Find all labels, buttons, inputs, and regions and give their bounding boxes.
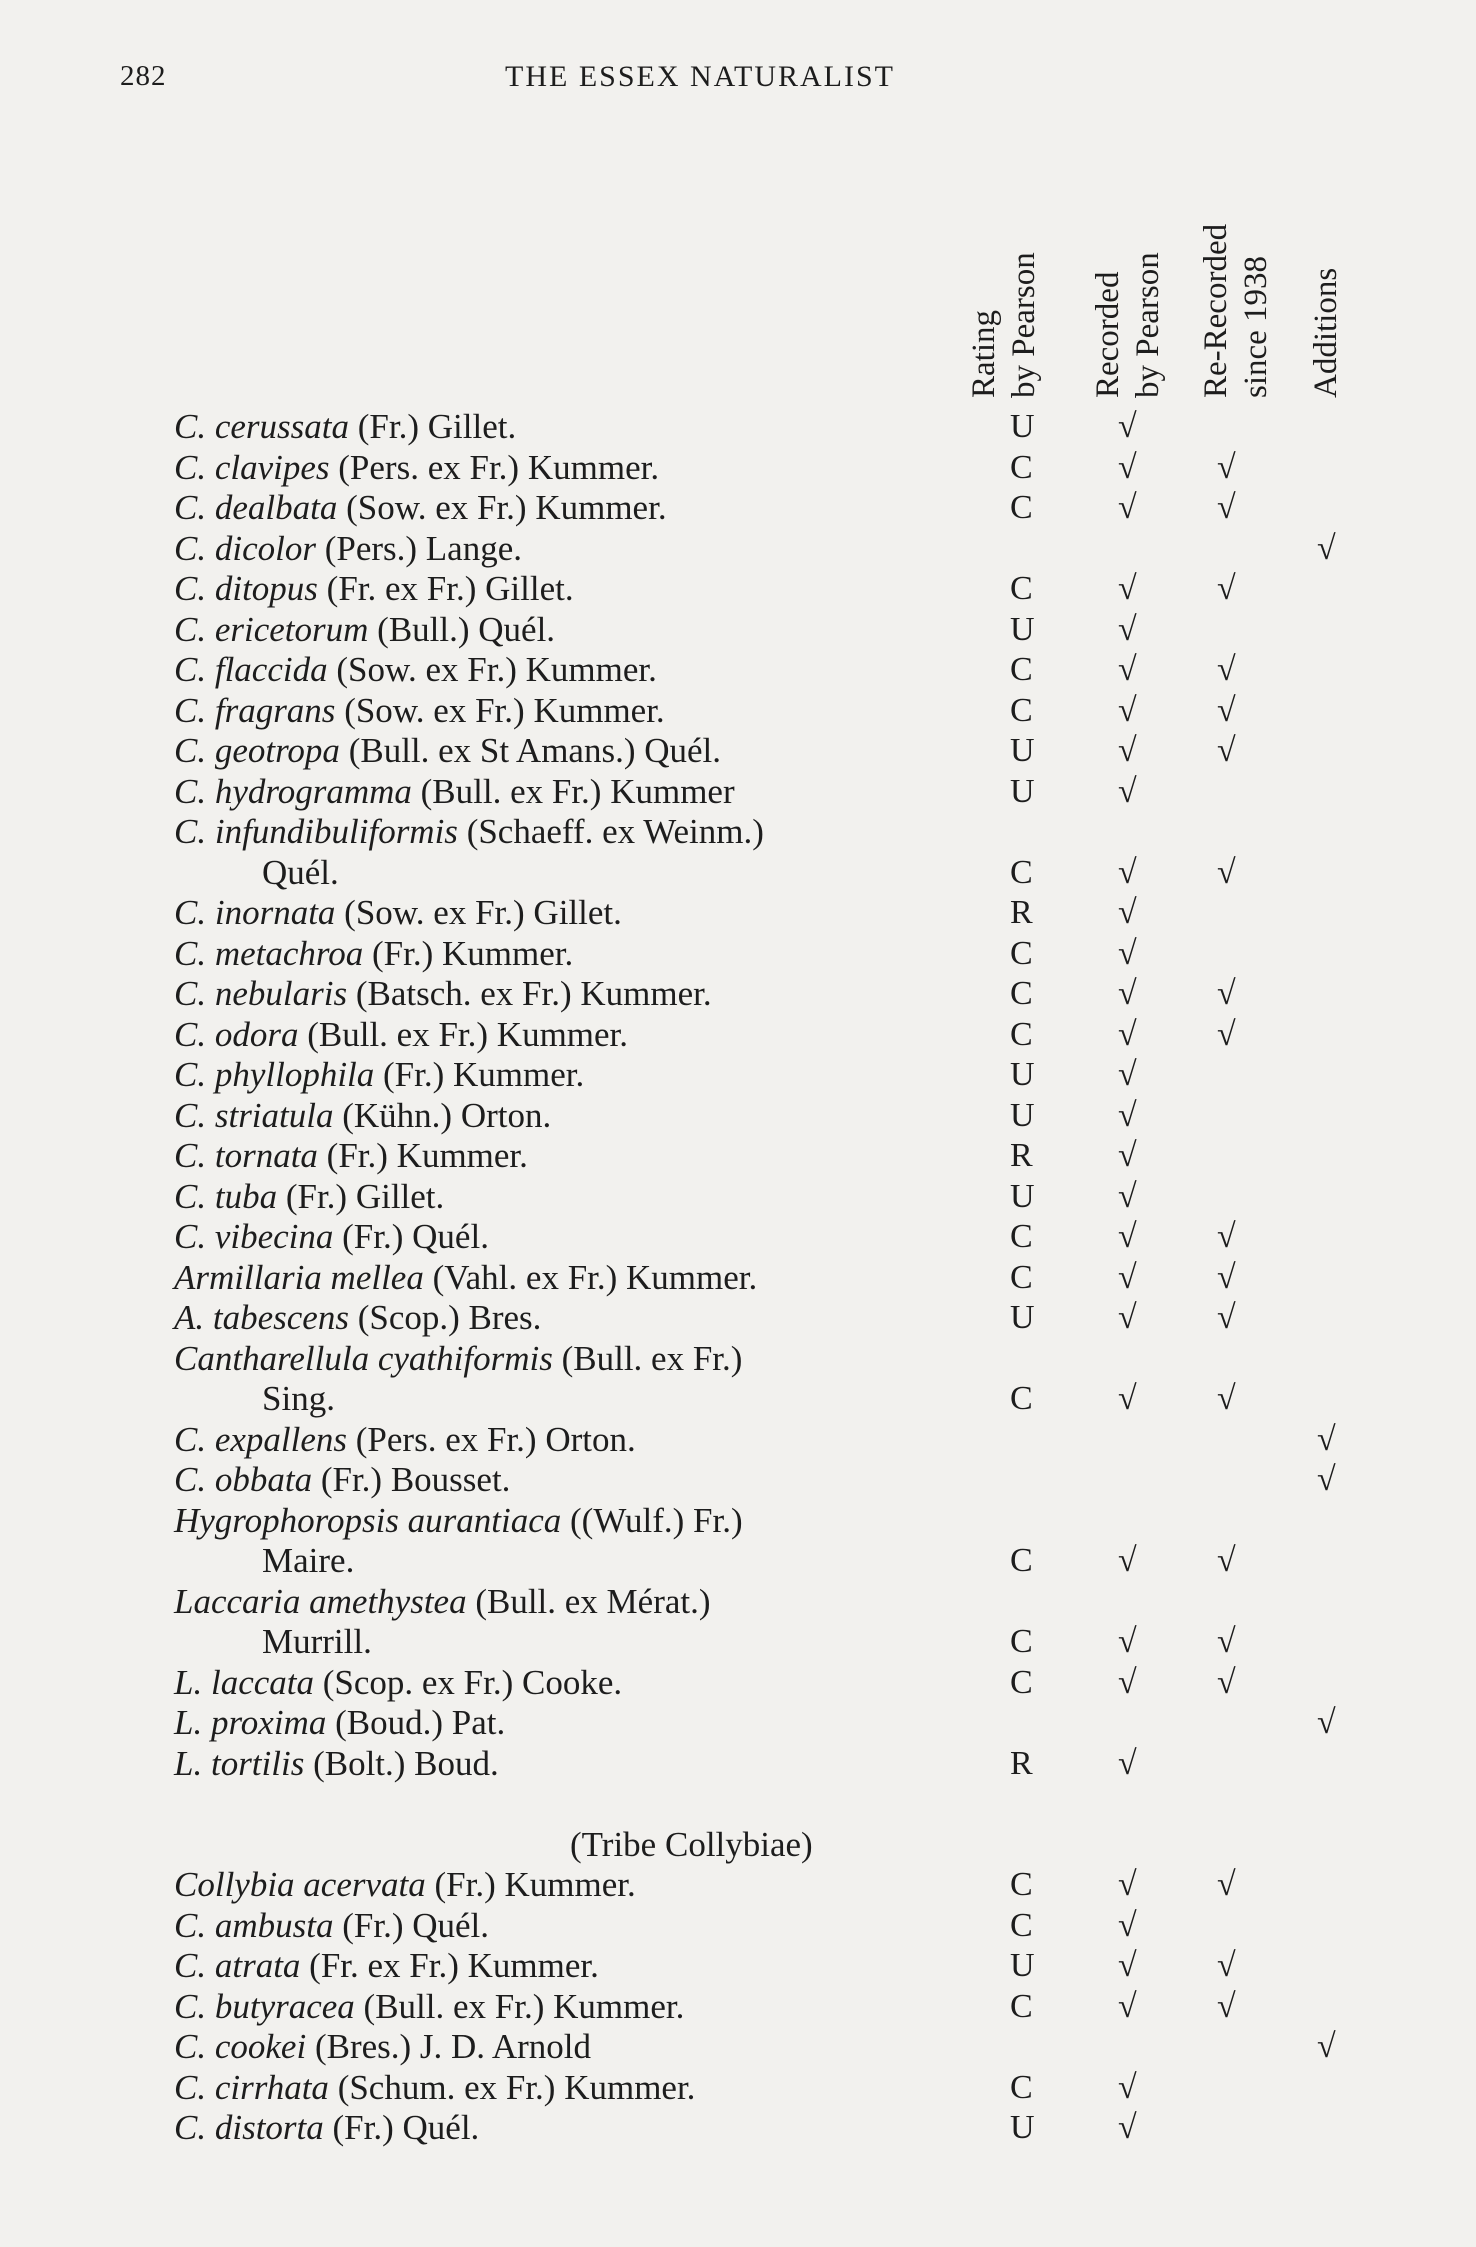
species-name — [174, 934, 573, 974]
rating-value: C — [1010, 651, 1033, 688]
rating-value: C — [1010, 853, 1033, 891]
species-name — [174, 893, 622, 933]
species-name — [174, 1703, 505, 1743]
rerecorded-check-mark: √ — [1217, 1542, 1236, 1579]
recorded-check-mark: √ — [1118, 1299, 1137, 1336]
recorded-check-mark: √ — [1118, 1015, 1137, 1053]
authority: (Scop. ex Fr.) Cooke. — [313, 1662, 623, 1702]
authority: (Fr. ex Fr.) Gillet. — [317, 569, 574, 608]
rerecorded-check-mark: √ — [1217, 570, 1236, 607]
rating-value: U — [1010, 2109, 1035, 2146]
binomial: C. odora — [174, 1014, 299, 1054]
addition-check-mark: √ — [1317, 1420, 1336, 1458]
rating-value: C — [1010, 1380, 1033, 1417]
recorded-check-mark: √ — [1118, 894, 1137, 931]
recorded-check-mark: √ — [1118, 1744, 1137, 1782]
addition-check-mark: √ — [1317, 1704, 1336, 1741]
binomial: C. distorta — [174, 2108, 324, 2147]
authority: (Fr.) Bousset. — [312, 1460, 511, 1499]
binomial: C. atrata — [174, 1946, 301, 1985]
binomial: A. tabescens — [174, 1298, 349, 1337]
table-row — [0, 1865, 1476, 1906]
table-row — [0, 1946, 1476, 1987]
recorded-check-mark: √ — [1118, 1177, 1137, 1215]
rating-value: C — [1010, 1218, 1033, 1255]
recorded-check-mark: √ — [1118, 1947, 1137, 1984]
rating-value: R — [1010, 1744, 1033, 1782]
table-row — [0, 1136, 1476, 1177]
table-row — [0, 1339, 1476, 1380]
binomial: C. dealbata — [174, 488, 338, 527]
recorded-check-mark: √ — [1118, 1096, 1137, 1134]
column-heading-rating: Rating by Pearson — [966, 252, 1042, 398]
rating-value: U — [1010, 772, 1035, 810]
recorded-check-mark: √ — [1118, 570, 1137, 607]
species-name — [174, 407, 516, 447]
authority: Maire. — [262, 1541, 355, 1580]
recorded-check-mark: √ — [1118, 1137, 1137, 1174]
authority: ((Wulf.) Fr.) — [561, 1500, 743, 1540]
species-name — [174, 772, 735, 812]
column-heading-rerecorded: Re-Recorded since 1938 — [1198, 223, 1274, 398]
binomial: L. laccata — [174, 1662, 314, 1702]
authority: (Batsch. ex Fr.) Kummer. — [347, 974, 712, 1013]
authority: (Sow. ex Fr.) Kummer. — [337, 488, 667, 527]
binomial: C. infundibuliformis — [174, 812, 458, 851]
binomial: C. tornata — [174, 1136, 318, 1175]
binomial: Armillaria mellea — [174, 1257, 424, 1297]
table-row — [0, 731, 1476, 772]
species-name — [174, 1177, 444, 1217]
table-row — [0, 1379, 1476, 1420]
authority: (Fr.) Kummer. — [374, 1055, 585, 1094]
authority: (Pers. ex Fr.) Kummer. — [329, 447, 660, 487]
binomial: Cantharellula cyathiformis — [174, 1338, 553, 1378]
binomial: C. cirrhata — [174, 2067, 329, 2107]
table-row — [0, 569, 1476, 610]
table-row — [0, 974, 1476, 1015]
authority: (Fr.) Gillet. — [277, 1176, 445, 1216]
tribe-heading: (Tribe Collybiae) — [570, 1824, 813, 1864]
table-row — [0, 1015, 1476, 1056]
species-name — [174, 1258, 757, 1298]
table-row — [0, 1622, 1476, 1663]
species-name — [174, 529, 522, 569]
authority: (Bolt.) Boud. — [304, 1743, 499, 1783]
authority: (Sow. ex Fr.) Gillet. — [335, 893, 622, 932]
species-name — [174, 1055, 584, 1095]
species-name — [174, 1339, 742, 1379]
authority: (Bull. ex Fr.) Kummer — [411, 771, 735, 811]
authority: (Fr.) Quél. — [333, 1217, 489, 1256]
table-row — [0, 1906, 1476, 1947]
binomial: C. vibecina — [174, 1217, 334, 1256]
rerecorded-check-mark: √ — [1217, 1987, 1236, 2025]
recorded-check-mark: √ — [1118, 1380, 1137, 1417]
column-headings — [0, 0, 1476, 420]
rating-value: C — [1010, 1542, 1033, 1579]
table-row — [0, 772, 1476, 813]
table-row — [0, 1460, 1476, 1501]
table-row — [0, 1663, 1476, 1704]
rerecorded-check-mark: √ — [1217, 691, 1236, 729]
recorded-check-mark: √ — [1118, 1663, 1137, 1701]
table-row — [0, 893, 1476, 934]
table-row — [0, 1541, 1476, 1582]
table-row — [0, 1703, 1476, 1744]
species-name — [174, 650, 657, 690]
rating-value: C — [1010, 2068, 1033, 2106]
recorded-check-mark: √ — [1118, 2109, 1137, 2146]
binomial: L. proxima — [174, 1703, 327, 1742]
species-list — [0, 407, 1476, 2149]
authority: (Bull. ex Fr.) Kummer. — [354, 1986, 685, 2026]
table-row — [0, 488, 1476, 529]
binomial: C. geotropa — [174, 731, 340, 770]
column-heading-recorded: Recorded by Pearson — [1090, 252, 1166, 398]
binomial: C. inornata — [174, 893, 336, 932]
species-name — [174, 569, 574, 609]
table-row — [0, 812, 1476, 853]
table-row — [0, 650, 1476, 691]
binomial: C. clavipes — [174, 447, 330, 487]
addition-check-mark: √ — [1317, 2028, 1336, 2065]
authority: (Fr.) Gillet. — [349, 407, 517, 446]
table-row — [0, 529, 1476, 570]
authority: (Bres.) J. D. Arnold — [306, 2027, 592, 2066]
recorded-check-mark: √ — [1118, 448, 1137, 486]
binomial: C. cerussata — [174, 407, 349, 446]
table-row — [0, 610, 1476, 651]
table-row — [0, 448, 1476, 489]
rating-value: C — [1010, 934, 1033, 972]
species-name — [262, 853, 339, 893]
recorded-check-mark: √ — [1118, 651, 1137, 688]
rerecorded-check-mark: √ — [1217, 1380, 1236, 1417]
species-name — [174, 1217, 489, 1257]
rating-value: U — [1010, 1056, 1035, 1093]
recorded-check-mark: √ — [1118, 691, 1137, 729]
table-row — [0, 691, 1476, 732]
rerecorded-check-mark: √ — [1217, 1015, 1236, 1053]
authority: (Schum. ex Fr.) Kummer. — [328, 2067, 696, 2107]
authority: (Scop.) Bres. — [348, 1298, 542, 1337]
table-row — [0, 1217, 1476, 1258]
rating-value: C — [1010, 1623, 1033, 1660]
species-name — [174, 1460, 510, 1500]
species-name — [174, 1906, 489, 1946]
recorded-check-mark: √ — [1118, 408, 1137, 445]
species-name — [174, 812, 764, 852]
recorded-check-mark: √ — [1118, 975, 1137, 1012]
authority: (Sow. ex Fr.) Kummer. — [335, 690, 665, 730]
rerecorded-check-mark: √ — [1217, 1218, 1236, 1255]
table-row — [0, 1298, 1476, 1339]
rerecorded-check-mark: √ — [1217, 1947, 1236, 1984]
binomial: C. ericetorum — [174, 609, 369, 649]
species-name — [174, 488, 667, 528]
binomial: C. fragrans — [174, 690, 336, 730]
rating-value: U — [1010, 408, 1035, 445]
rerecorded-check-mark: √ — [1217, 853, 1236, 891]
authority: Murrill. — [262, 1622, 372, 1661]
binomial: C. metachroa — [174, 933, 364, 973]
rating-value: C — [1010, 691, 1033, 729]
rerecorded-check-mark: √ — [1217, 732, 1236, 769]
recorded-check-mark: √ — [1118, 934, 1137, 972]
rerecorded-check-mark: √ — [1217, 975, 1236, 1012]
binomial: C. nebularis — [174, 974, 348, 1013]
rerecorded-check-mark: √ — [1217, 651, 1236, 688]
recorded-check-mark: √ — [1118, 1218, 1137, 1255]
authority: (Fr.) Quél. — [323, 2108, 480, 2147]
species-name — [174, 2108, 479, 2148]
rerecorded-check-mark: √ — [1217, 1663, 1236, 1701]
recorded-check-mark: √ — [1118, 1623, 1137, 1660]
recorded-check-mark: √ — [1118, 772, 1137, 810]
recorded-check-mark: √ — [1118, 1906, 1137, 1944]
species-name — [174, 1946, 599, 1986]
rating-value: C — [1010, 975, 1033, 1012]
authority: (Vahl. ex Fr.) Kummer. — [423, 1257, 758, 1297]
binomial: C. dicolor — [174, 528, 316, 568]
rating-value: U — [1010, 1947, 1035, 1984]
table-row — [0, 853, 1476, 894]
table-row — [0, 2027, 1476, 2068]
authority: (Bull.) Quél. — [368, 609, 556, 649]
spacer-row — [0, 1784, 1476, 1825]
binomial: C. hydrogramma — [174, 771, 412, 811]
rating-value: C — [1010, 1987, 1033, 2025]
recorded-check-mark: √ — [1118, 1056, 1137, 1093]
rating-value: U — [1010, 610, 1035, 648]
authority: (Fr.) Kummer. — [425, 1865, 636, 1904]
authority: (Fr. ex Fr.) Kummer. — [300, 1946, 599, 1985]
rating-value: C — [1010, 570, 1033, 607]
recorded-check-mark: √ — [1118, 2068, 1137, 2106]
rerecorded-check-mark: √ — [1217, 1299, 1236, 1336]
binomial: C. ditopus — [174, 569, 318, 608]
authority: (Pers.) Lange. — [315, 528, 522, 568]
species-name — [174, 731, 721, 771]
authority: Sing. — [262, 1379, 335, 1418]
binomial: C. tuba — [174, 1176, 278, 1216]
binomial: C. obbata — [174, 1460, 313, 1499]
binomial: C. striatula — [174, 1095, 334, 1135]
binomial: L. tortilis — [174, 1743, 305, 1783]
column-heading-additions: Additions — [1308, 267, 1344, 398]
binomial: C. butyracea — [174, 1986, 355, 2026]
authority: (Pers. ex Fr.) Orton. — [347, 1419, 636, 1459]
binomial: C. expallens — [174, 1419, 348, 1459]
binomial: C. ambusta — [174, 1905, 334, 1945]
rating-value: C — [1010, 1015, 1033, 1053]
binomial: C. flaccida — [174, 650, 328, 689]
rerecorded-check-mark: √ — [1217, 448, 1236, 486]
rerecorded-check-mark: √ — [1217, 1623, 1236, 1660]
table-row — [0, 1744, 1476, 1785]
recorded-check-mark: √ — [1118, 1542, 1137, 1579]
binomial: Collybia acervata — [174, 1865, 426, 1904]
authority: (Fr.) Kummer. — [363, 933, 574, 973]
rating-value: C — [1010, 1258, 1033, 1296]
running-title: THE ESSEX NATURALIST — [505, 60, 895, 93]
authority: (Bull. ex Fr.) — [552, 1338, 743, 1378]
species-name — [174, 2068, 695, 2108]
species-name — [174, 1015, 628, 1055]
species-name — [174, 1136, 528, 1176]
species-name — [174, 2027, 591, 2067]
authority: (Kühn.) Orton. — [333, 1095, 552, 1135]
table-row — [0, 1420, 1476, 1461]
table-row — [0, 2108, 1476, 2149]
authority: (Boud.) Pat. — [326, 1703, 506, 1742]
addition-check-mark: √ — [1317, 1461, 1336, 1498]
species-name — [262, 1541, 354, 1581]
page-number: 282 — [120, 60, 167, 92]
authority: (Fr.) Kummer. — [317, 1136, 528, 1175]
rerecorded-check-mark: √ — [1217, 489, 1236, 526]
binomial: Laccaria amethystea — [174, 1581, 467, 1621]
rating-value: R — [1010, 1137, 1033, 1174]
species-name — [262, 1622, 372, 1662]
species-name — [174, 974, 712, 1014]
table-row — [0, 1177, 1476, 1218]
recorded-check-mark: √ — [1118, 853, 1137, 891]
species-name — [174, 1420, 636, 1460]
table-row — [0, 1055, 1476, 1096]
rating-value: U — [1010, 732, 1035, 769]
rating-value: C — [1010, 1906, 1033, 1944]
rating-value: C — [1010, 448, 1033, 486]
species-name — [174, 610, 555, 650]
authority: (Bull. ex Fr.) Kummer. — [298, 1014, 629, 1054]
recorded-check-mark: √ — [1118, 489, 1137, 526]
table-row — [0, 1582, 1476, 1623]
table-row — [0, 2068, 1476, 2109]
authority: (Fr.) Quél. — [333, 1905, 490, 1945]
species-name — [174, 1501, 743, 1541]
rating-value: C — [1010, 489, 1033, 526]
table-row — [0, 1096, 1476, 1137]
binomial: Hygrophoropsis aurantiaca — [174, 1500, 562, 1540]
species-name — [174, 1298, 541, 1338]
rerecorded-check-mark: √ — [1217, 1258, 1236, 1296]
rating-value: U — [1010, 1177, 1035, 1215]
recorded-check-mark: √ — [1118, 610, 1137, 648]
authority: (Schaeff. ex Weinm.) — [457, 812, 764, 851]
rating-value: R — [1010, 894, 1033, 931]
table-row — [0, 934, 1476, 975]
authority: (Bull. ex St Amans.) Quél. — [339, 731, 722, 770]
binomial: C. cookei — [174, 2027, 307, 2066]
table-row — [0, 1258, 1476, 1299]
rerecorded-check-mark: √ — [1217, 1866, 1236, 1903]
addition-check-mark: √ — [1317, 529, 1336, 567]
species-name — [174, 1744, 499, 1784]
species-name — [174, 1096, 551, 1136]
tribe-heading-row — [0, 1825, 1476, 1866]
species-name — [174, 448, 659, 488]
species-name — [174, 1865, 636, 1905]
species-name — [174, 1582, 711, 1622]
species-name — [262, 1379, 335, 1419]
recorded-check-mark: √ — [1118, 1258, 1137, 1296]
recorded-check-mark: √ — [1118, 1987, 1137, 2025]
rating-value: C — [1010, 1866, 1033, 1903]
species-name — [174, 1663, 622, 1703]
binomial: C. phyllophila — [174, 1055, 375, 1094]
table-row — [0, 1501, 1476, 1542]
authority: (Sow. ex Fr.) Kummer. — [327, 650, 657, 689]
species-name — [174, 1987, 684, 2027]
rating-value: C — [1010, 1663, 1033, 1701]
species-name — [174, 691, 665, 731]
rating-value: U — [1010, 1299, 1035, 1336]
recorded-check-mark: √ — [1118, 1866, 1137, 1903]
rating-value: U — [1010, 1096, 1035, 1134]
authority: (Bull. ex Mérat.) — [466, 1581, 711, 1621]
recorded-check-mark: √ — [1118, 732, 1137, 769]
table-row — [0, 1987, 1476, 2028]
authority: Quél. — [262, 852, 339, 892]
table-row — [0, 407, 1476, 448]
